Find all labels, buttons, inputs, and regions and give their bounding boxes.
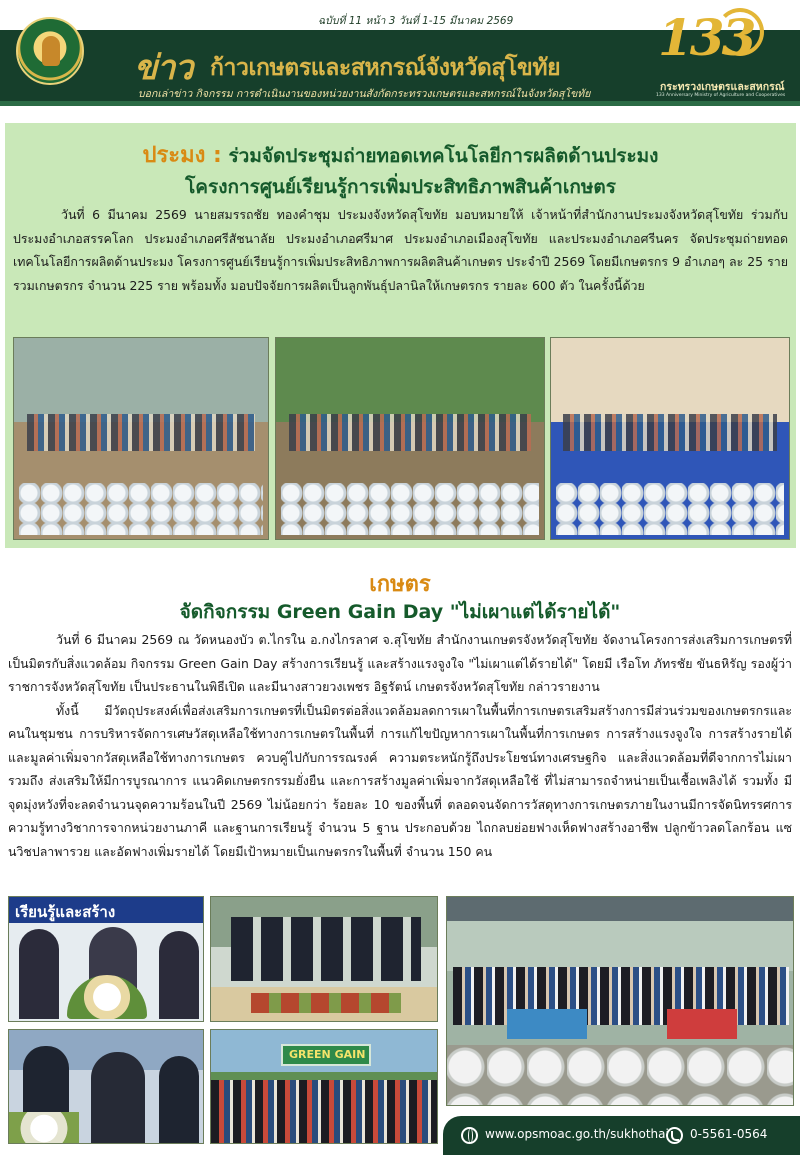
fisheries-photo-1: [13, 337, 269, 540]
agriculture-paragraph-2: ทั้งนี้ มีวัตถุประสงค์เพื่อส่งเสริมการเกษตรที่เป็นมิตรต่อสิ่งแวดล้อมลดการเผาในพื้นที่การเกษตรเสริมสร้างการมีส่วนร่วมของเกษตรกรและคนในชุมชน การบริหารจัดการเศษวัสดุเหลือใช้ทางการเกษตรในพื้นที่ การแก้ไขปัญหาการเผาในพื้นที่การเกษตร การสร้างแรงจูงใจ การสร้างรายได้และมูลค่าเพิ่มจากวัสดุเหลือใช้ทางการเกษตร ควบคู่ไปกับการรณรงค์ ความตระหนักรู้ถึงประโยชน์ทางเศรษฐกิจ และสิ่งแวดล้อมที่ดีจากการไม่เผา รวมถึง ส่งเสริมให้มีการบูรณาการ แนวคิดเกษตรกรรมยั่งยืน และการสร้างมูลค่าเพิ่มจากวัสดุเหลือใช้ ที่ไม่สามารถจำหน่ายเป็นเชื้อเพลิงได้ รวมทั้ง มีจุดมุ่งหวังที่จะลดจำนวนจุดความร้อนในปี 2569 ไม่น้อยกว่า ร้อยละ 10 ของพื้นที่ ตลอดจนจัดการวัสดุทางการเกษตรภายในงานมีการจัดนิทรรศการ ความรู้ทางวิชาการจากหน่วยงานภาคี และฐานการเรียนรู้ จำนวน 5 ฐาน ประกอบด้วย ไถกลบย่อยฟางเห็ดฟางสร้างอาชีพ ปลูกข้าวลดโลกร้อน แซนวิชปลาพารวย และอัดฟางเพิ่มรายได้ โดยมีเป้าหมายเป็นเกษตรกรในพื้นที่ จำนวน 150 คน: [8, 702, 792, 859]
anniversary-logo: [652, 2, 786, 102]
agriculture-headline: จัดกิจกรรม Green Gain Day "ไม่เผาแต่ได้รายได้": [179, 601, 621, 623]
agriculture-paragraph-1: วันที่ 6 มีนาคม 2569 ณ วัดหนองบัว ต.ไกรใน อ.กงไกรลาศ จ.สุโขทัย สำนักงานเกษตรจังหวัดสุโขทัย จัดงานโครงการส่งเสริมการเกษตรที่เป็นมิตรกับสิ่งแวดล้อม กิจกรรม Green Gain Day สร้างการเรียนรู้ และสร้างแรงจูงใจ "ไม่เผาแต่ได้รายได้" โดยมี เรือโท ภัทรชัย ขันธหิรัญ รองผู้ว่าราชการจังหวัดสุโขทัย เป็นประธานในพิธีเปิด และมีนางสาวยวงเพชร อิฐรัตน์ เกษตรจังหวัดสุโขทัย กล่าวรายงาน: [8, 632, 792, 694]
agriculture-photo-4: [8, 1029, 204, 1144]
agriculture-photo-1: [8, 896, 204, 1022]
fisheries-body: วันที่ 6 มีนาคม 2569 นายสมรรถชัย ทองคำชุม ประมงจังหวัดสุโขทัย มอบหมายให้ เจ้าหน้าที่สำนักงานประมงจังหวัดสุโขทัย ร่วมกับประมงอำเภอสรรคโลก ประมงอำเภอศรีสัชนาลัย ประมงอำเภอศรีมาศ ประมงอำเภอเมืองสุโขทัย และประมงอำเภอศรีนคร จัดประชุมถ่ายทอดเทคโนโลยีการผลิตด้านประมง โครงการศูนย์เรียนรู้การเพิ่มประสิทธิภาพการผลิตสินค้าเกษตร ประจำปี 2569 โดยมีเกษตรกร 9 อำเภอๆ ละ 25 ราย รวมเกษตรกร จำนวน 225 ราย พร้อมทั้ง มอบปัจจัยการผลิตเป็นลูกพันธุ์ปลานิลให้เกษตรกร รายละ 600 ตัว ในครั้งนี้ด้วย: [13, 207, 788, 293]
footer-phone[interactable]: 0-5561-0564: [690, 1127, 768, 1141]
ministry-emblem-icon: [16, 17, 84, 85]
footer-website[interactable]: www.opsmoac.go.th/sukhothai: [485, 1127, 669, 1141]
issue-line: ฉบับที่ 11 หน้า 3 วันที่ 1-15 มีนาคม 2569: [318, 15, 514, 27]
agriculture-photo-3: [446, 896, 794, 1106]
fisheries-headline-text: ร่วมจัดประชุมถ่ายทอดเทคโนโลยีการผลิตด้านประมง: [228, 145, 659, 167]
masthead-title-lead: ข่าว: [134, 48, 193, 88]
fisheries-section: [5, 123, 796, 548]
fisheries-headline-2: โครงการศูนย์เรียนรู้การเพิ่มประสิทธิภาพสินค้าเกษตร: [185, 176, 616, 198]
fisheries-tag: ประมง :: [142, 143, 222, 168]
globe-icon: [461, 1127, 478, 1144]
fisheries-headline-1: [5, 137, 796, 172]
agriculture-body: [8, 628, 792, 863]
emblem-figure: [42, 36, 60, 66]
phone-icon: [666, 1127, 683, 1144]
masthead-title: ก้าวเกษตรและสหกรณ์จังหวัดสุโขทัย: [210, 55, 561, 81]
agriculture-photo-5: [210, 1029, 438, 1144]
anniversary-label: กระทรวงเกษตรและสหกรณ์: [660, 81, 785, 93]
agriculture-tag: เกษตร: [369, 572, 431, 597]
anniversary-number: 133: [658, 8, 754, 67]
anniversary-sub: 133 Anniversary Ministry of Agriculture and Cooperatives: [656, 93, 786, 98]
masthead-subtitle: บอกเล่าข่าว กิจกรรม การดำเนินงานของหน่วยงานสังกัดกระทรวงเกษตรและสหกรณ์ในจังหวัดสุโขทัย: [138, 88, 591, 100]
footer-bar: [443, 1116, 800, 1155]
fisheries-photo-2: [275, 337, 545, 540]
agriculture-photo-2: [210, 896, 438, 1022]
photo-sign-text: GREEN GAIN: [289, 1048, 366, 1061]
fisheries-photo-3: [550, 337, 790, 540]
photo-banner-text: เรียนรู้และสร้าง: [15, 903, 116, 921]
